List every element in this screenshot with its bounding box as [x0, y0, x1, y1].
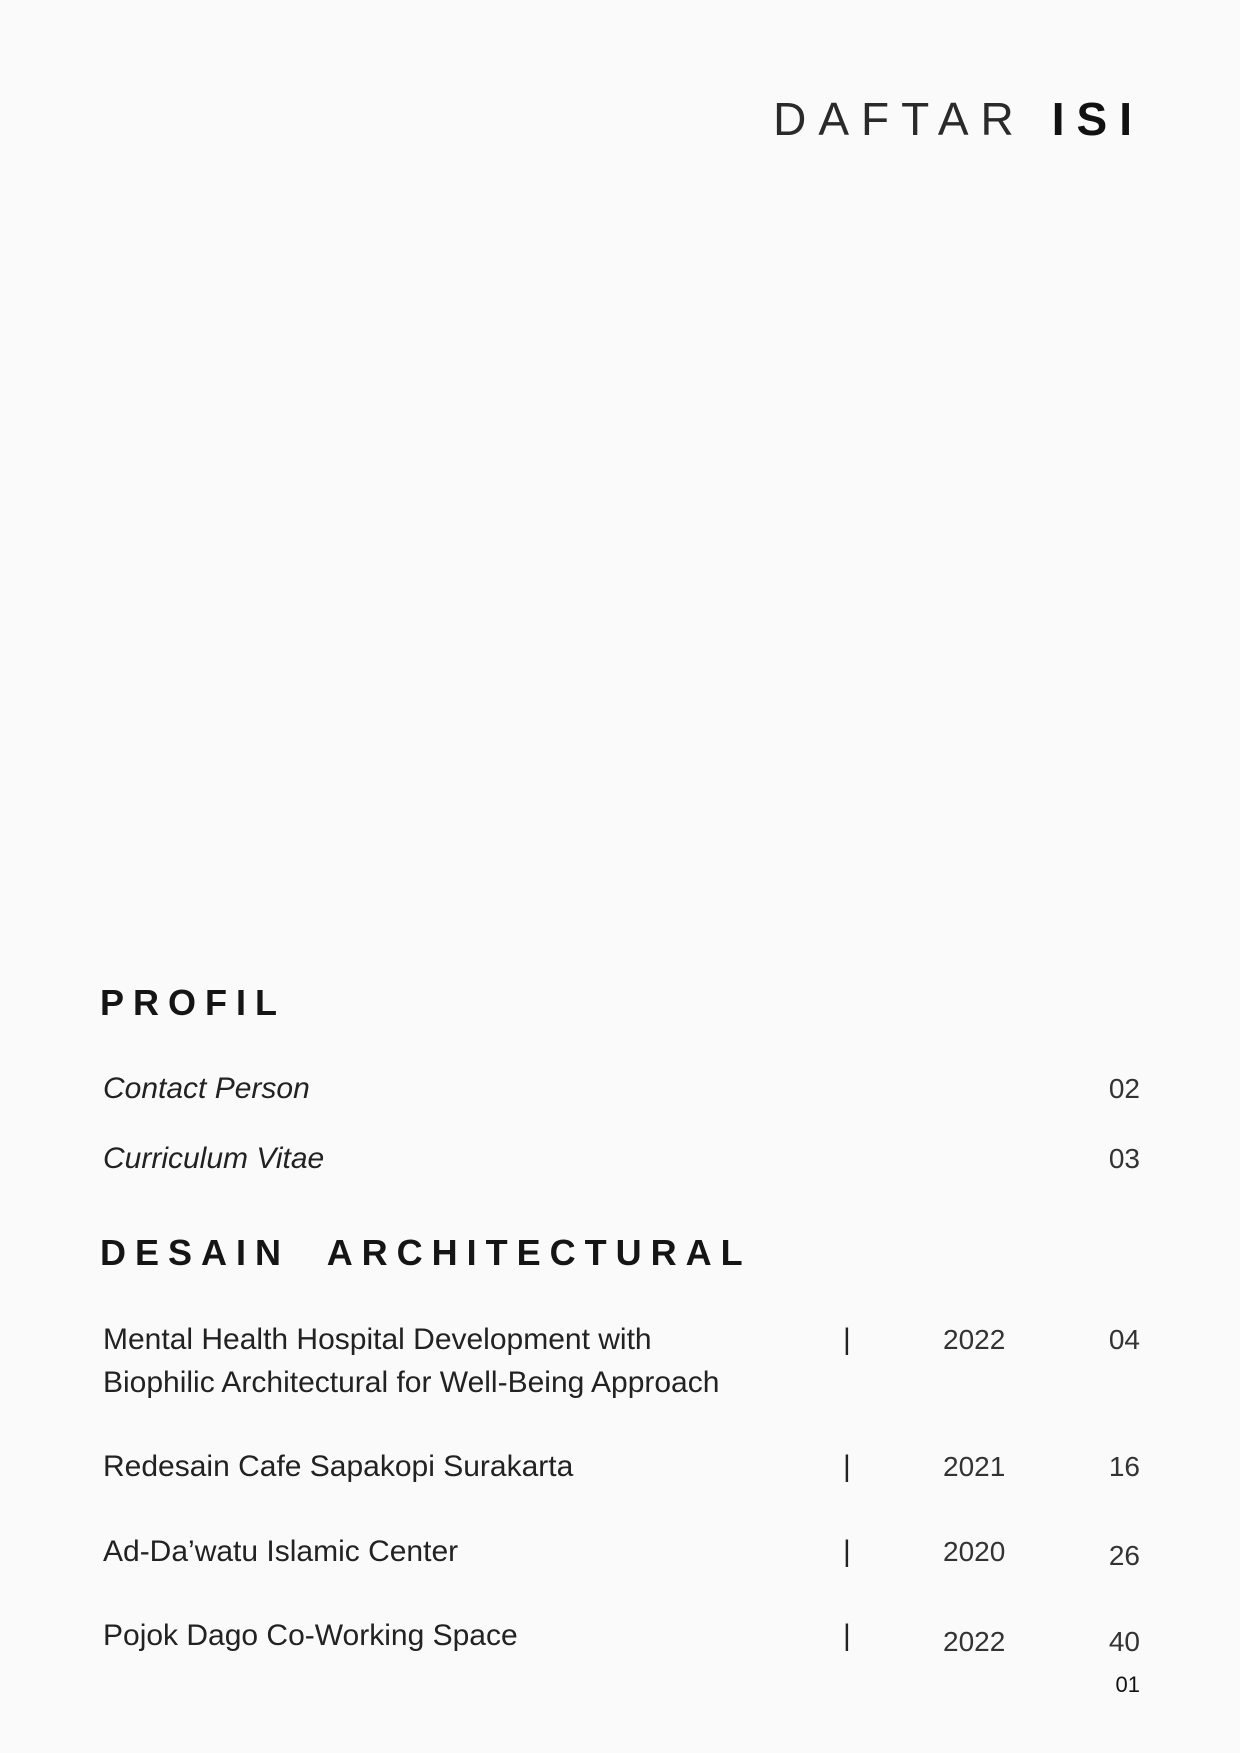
toc-separator: | [843, 1535, 851, 1568]
section-heading-profile: PROFIL [100, 982, 286, 1023]
toc-entry-label: Contact Person [103, 1072, 310, 1105]
toc-separator: | [843, 1619, 851, 1652]
toc-entry-label: Pojok Dago Co-Working Space [103, 1619, 518, 1652]
toc-entry-page: 26 [1108, 1540, 1140, 1571]
toc-entry-label [103, 1318, 719, 1404]
toc-entry-label: Ad-Da’watu Islamic Center [103, 1535, 459, 1568]
toc-entry-page: 40 [1108, 1626, 1140, 1657]
toc-entry-page: 16 [1108, 1451, 1140, 1482]
toc-entry-year: 2022 [943, 1626, 1006, 1657]
toc-entry-page: 04 [1108, 1324, 1140, 1355]
toc-entry-page: 02 [1108, 1073, 1140, 1104]
toc-entry-label-line2: Biophilic Architectural for Well-Being Approach [103, 1366, 720, 1399]
toc-entry-year: 2021 [943, 1451, 1006, 1482]
title-light: DAFTAR [773, 93, 1026, 145]
toc-entry-year: 2020 [943, 1536, 1006, 1567]
toc-entry-page: 03 [1108, 1143, 1140, 1174]
toc-separator: | [843, 1450, 851, 1483]
title-bold: ISI [1051, 93, 1144, 145]
page-number: 01 [1115, 1672, 1140, 1697]
page-title [773, 92, 1144, 146]
toc-separator: | [843, 1323, 851, 1356]
section-heading-design: DESAIN ARCHITECTURAL [100, 1232, 752, 1273]
toc-entry-label-line1: Mental Health Hospital Development with [103, 1323, 652, 1356]
toc-entry-year: 2022 [943, 1324, 1006, 1355]
toc-entry-label: Curriculum Vitae [103, 1142, 325, 1175]
toc-entry-label: Redesain Cafe Sapakopi Surakarta [103, 1450, 574, 1483]
